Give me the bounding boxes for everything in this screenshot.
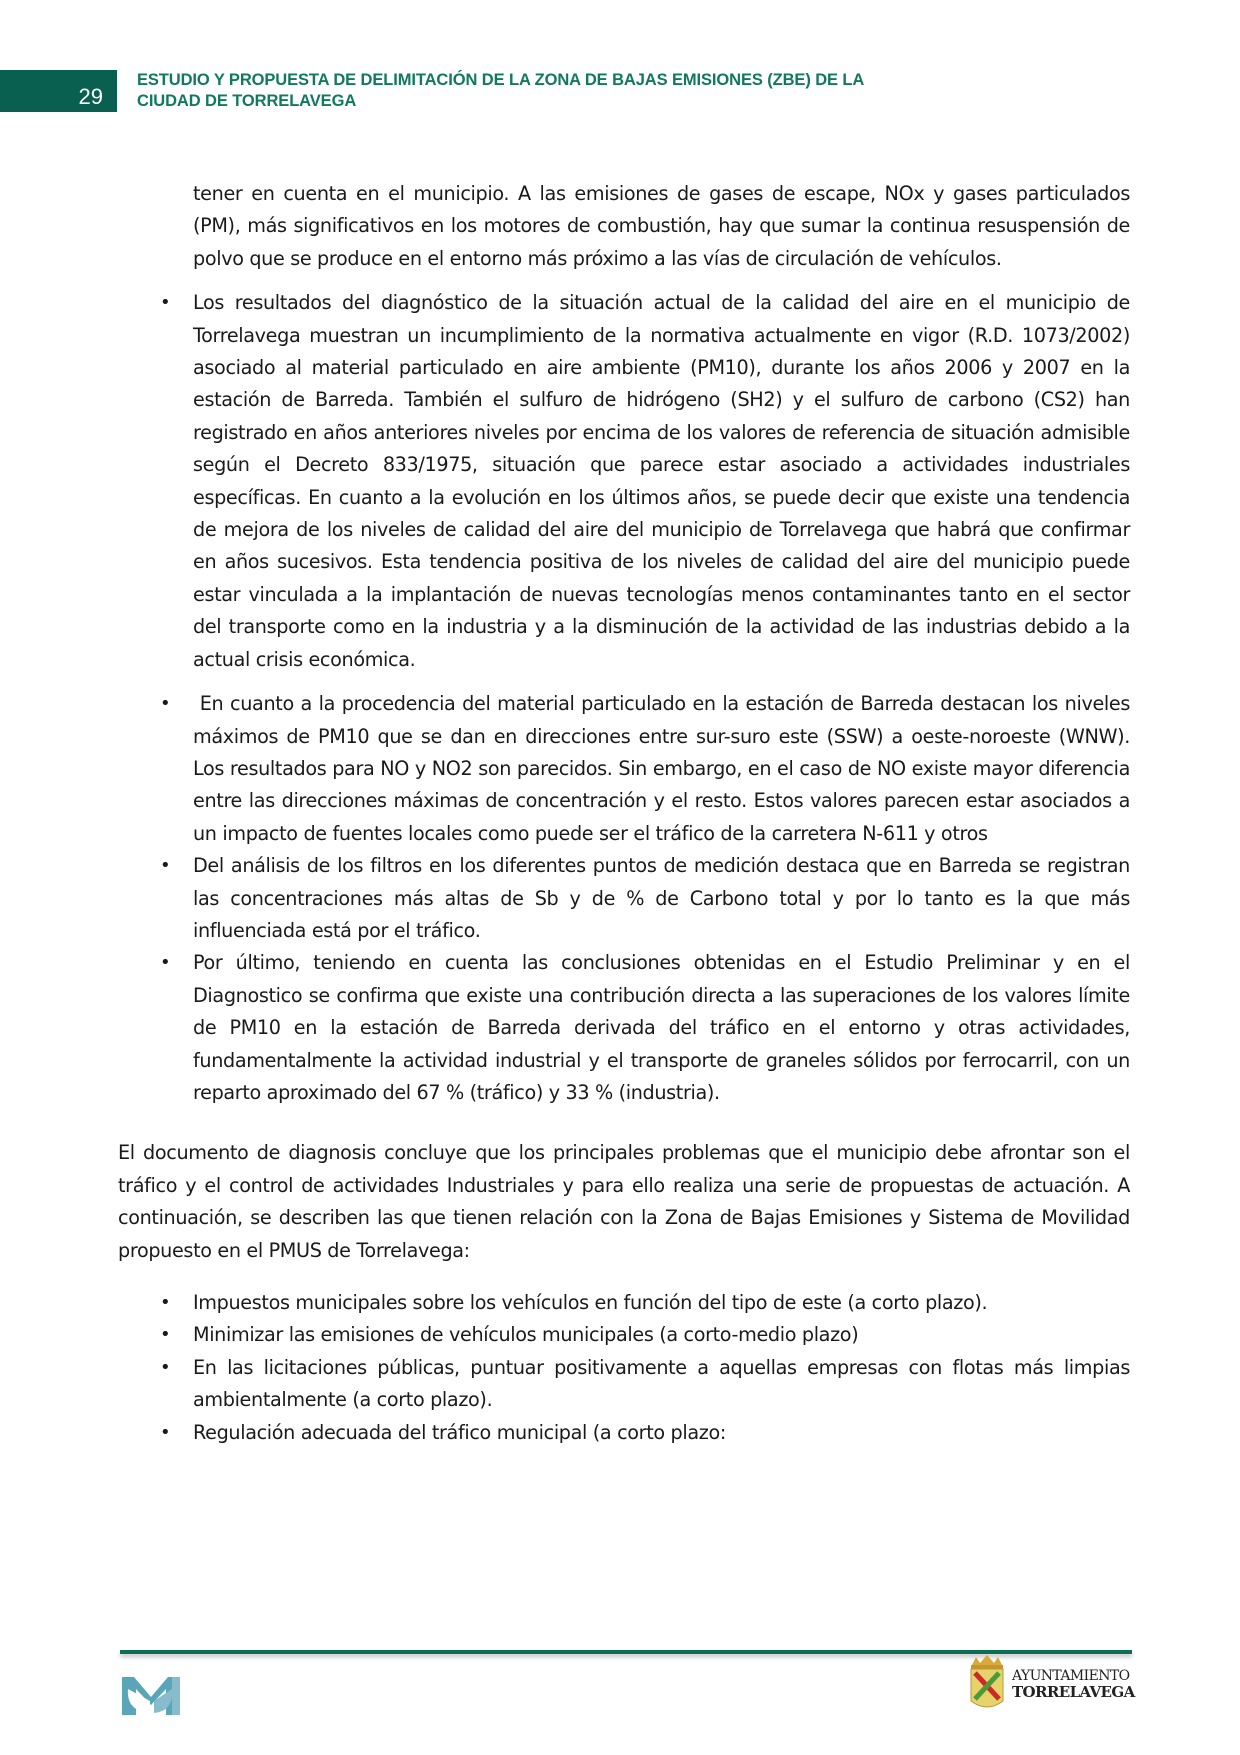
list-item-text: En cuanto a la procedencia del material particulado en la estación de Barreda destacan los niveles máximos de PM10 que se dan en direcciones entre sur-suro este (SSW) a oeste-noroeste (WNW). Los resultados para NO y NO2 son parecidos. Sin embargo, en el caso de NO existe mayor diferencia entre las direcciones máximas de concentración y el resto. Estos valores parecen estar asociados a un impacto de fuentes locales como puede ser el tráfico de la carretera N-611 y otros — [193, 692, 1136, 845]
bullet-icon: • — [160, 1324, 171, 1346]
ayuntamiento-logo-text — [1012, 1668, 1135, 1700]
document-title-line-1: ESTUDIO Y PROPUESTA DE DELIMITACIÓN DE LA ZONA DE BAJAS EMISIONES (ZBE) DE LA — [137, 71, 865, 89]
page-body — [118, 178, 1136, 1449]
list-item-text: Por último, teniendo en cuenta las conclusiones obtenidas en el Estudio Preliminar y en el Diagnostico se confirma que existe una contribución directa a las superaciones de los valores límite de PM10 en la estación de Barreda derivada del tráfico en el entorno y otras actividades, fundamentalmente la actividad industrial y el transporte de graneles sólidos por ferrocarril, con un reparto aproximado del 67 % (tráfico) y 33 % (industria). — [193, 951, 1130, 1104]
conclusions-list — [118, 287, 1136, 1109]
list-item-text: Los resultados del diagnóstico de la situación actual de la calidad del aire en el municipio de Torrelavega muestran un incumplimiento de la normativa actualmente en vigor (R.D. 1073/2002) asociado al material particulado en aire ambiente (PM10), durante los años 2006 y 2007 en la estación de Barreda. También el sulfuro de hidrógeno (SH2) y el sulfuro de carbono (CS2) han registrado en años anteriores niveles por encima de los valores de referencia de situación admisible según el Decreto 833/1975, situación que parece estar asociado a actividades industriales específicas. En cuanto a la evolución en los últimos años, se puede decir que existe una tendencia de mejora de los niveles de calidad del aire del municipio de Torrelavega que habrá que confirmar en años sucesivos. Esta tendencia positiva de los niveles de calidad del aire del municipio puede estar vinculada a la implantación de nuevas tecnologías menos contaminantes tanto en el sector del transporte como en la industria y a la disminución de la actividad de las industrias debido a la actual crisis económica. — [193, 291, 1130, 671]
page-number: 29 — [78, 84, 103, 109]
list-item — [118, 287, 1130, 676]
page-number-box — [0, 70, 117, 112]
bullet-icon: • — [160, 1292, 171, 1313]
bullet-icon: • — [160, 1356, 171, 1378]
list-item — [118, 850, 1130, 947]
proposals-list — [118, 1287, 1130, 1449]
list-item-text: Regulación adecuada del tráfico municipal (a corto plazo: — [193, 1420, 726, 1444]
list-item-text: Impuestos municipales sobre los vehículos en función del tipo de este (a corto plazo). — [193, 1291, 988, 1314]
list-item — [118, 1352, 1130, 1417]
coat-of-arms-icon — [968, 1655, 1006, 1713]
bullet-icon: • — [160, 1421, 171, 1443]
logo-text-line-2: TORRELAVEGA — [1012, 1683, 1135, 1701]
ayuntamiento-logo — [968, 1655, 1135, 1715]
summary-paragraph: El documento de diagnosis concluye que los principales problemas que el municipio debe afrontar son el tráfico y el control de actividades Industriales y para ello realiza una serie de propuestas de actuación. A continuación, se describen las que tienen relación con la Zona de Bajas Emisiones y Sistema de Movilidad propuesto en el PMUS de Torrelavega: — [118, 1141, 1130, 1262]
bullet-icon: • — [160, 855, 171, 877]
continuation-paragraph: tener en cuenta en el municipio. A las emisiones de gases de escape, NOx y gases particulados (PM), más significativos en los motores de combustión, hay que sumar la continua resuspensión de polvo que se produce en el entorno más próximo a las vías de circulación de vehículos. — [193, 182, 1130, 270]
list-item — [118, 1319, 1130, 1351]
list-item-text: Minimizar las emisiones de vehículos municipales (a corto-medio plazo) — [193, 1323, 859, 1347]
list-item — [118, 947, 1130, 1109]
bullet-icon: • — [160, 693, 171, 715]
footer-divider — [120, 1650, 1132, 1654]
list-item-text: En las licitaciones públicas, puntuar positivamente a aquellas empresas con flotas más limpias ambientalmente (a corto plazo). — [193, 1355, 1130, 1412]
list-item — [118, 1417, 1130, 1449]
consultancy-logo-icon — [120, 1675, 182, 1717]
list-item — [118, 688, 1136, 850]
logo-text-line-1: AYUNTAMIENTO — [1012, 1668, 1130, 1684]
document-title-line-2: CIUDAD DE TORRELAVEGA — [137, 92, 357, 110]
bullet-icon: • — [160, 292, 171, 314]
list-item-text: Del análisis de los filtros en los diferentes puntos de medición destaca que en Barreda se registran las concentraciones más altas de Sb y de % de Carbono total y por lo tanto es la que más influenciada está por el tráfico. — [193, 854, 1130, 942]
list-item — [118, 1287, 1130, 1319]
bullet-icon: • — [160, 952, 171, 974]
document-title — [137, 70, 1037, 112]
